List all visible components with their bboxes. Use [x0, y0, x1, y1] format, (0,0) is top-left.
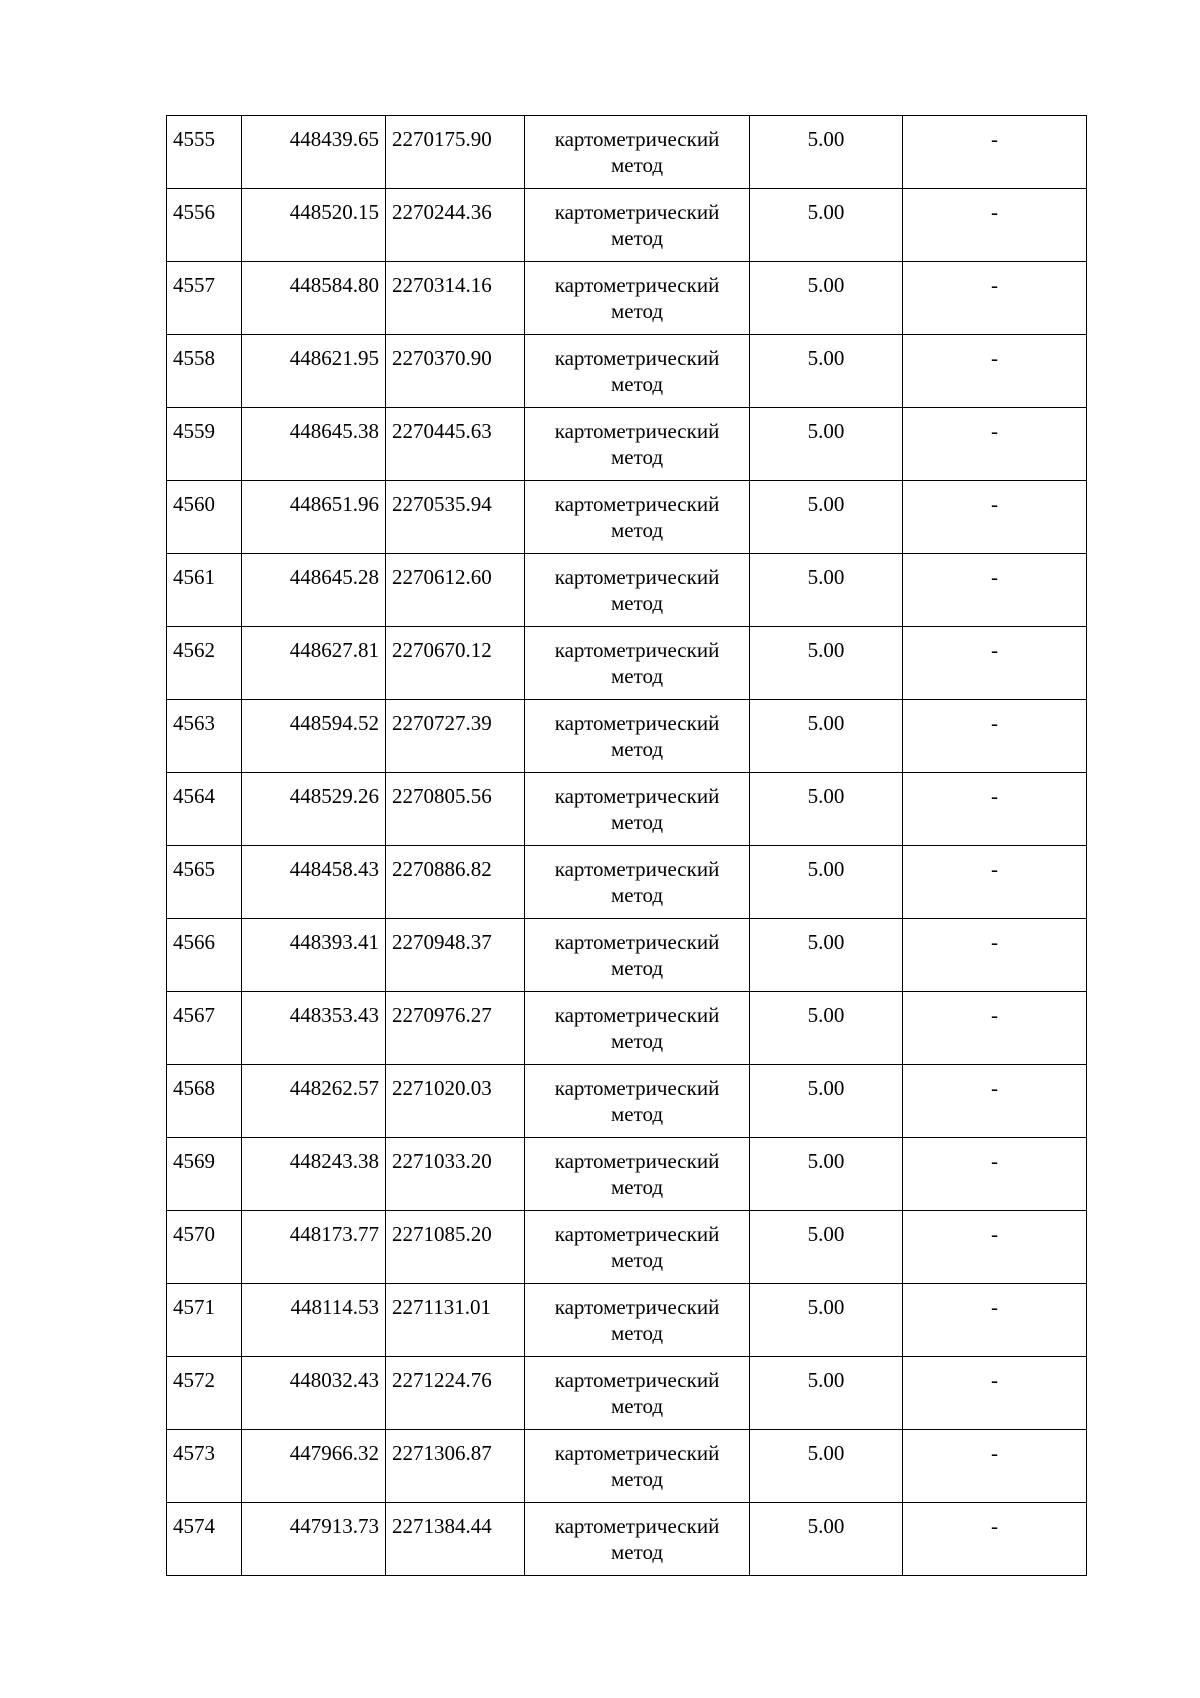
method-cell: картометрический метод	[525, 700, 750, 773]
x-coordinate-cell: 448594.52	[242, 700, 386, 773]
x-coordinate-cell: 448262.57	[242, 1065, 386, 1138]
method-cell: картометрический метод	[525, 335, 750, 408]
y-coordinate-cell: 2271224.76	[386, 1357, 525, 1430]
point-number-cell: 4555	[167, 116, 242, 189]
method-cell: картометрический метод	[525, 846, 750, 919]
method-cell: картометрический метод	[525, 116, 750, 189]
description-cell: -	[903, 992, 1087, 1065]
precision-cell: 5.00	[750, 1503, 903, 1576]
method-cell: картометрический метод	[525, 1503, 750, 1576]
method-cell: картометрический метод	[525, 992, 750, 1065]
description-cell: -	[903, 1357, 1087, 1430]
description-cell: -	[903, 773, 1087, 846]
method-cell: картометрический метод	[525, 1430, 750, 1503]
precision-cell: 5.00	[750, 189, 903, 262]
precision-cell: 5.00	[750, 846, 903, 919]
precision-cell: 5.00	[750, 1065, 903, 1138]
point-number-cell: 4559	[167, 408, 242, 481]
y-coordinate-cell: 2271085.20	[386, 1211, 525, 1284]
x-coordinate-cell: 448173.77	[242, 1211, 386, 1284]
y-coordinate-cell: 2270805.56	[386, 773, 525, 846]
precision-cell: 5.00	[750, 992, 903, 1065]
method-cell: картометрический метод	[525, 481, 750, 554]
point-number-cell: 4574	[167, 1503, 242, 1576]
y-coordinate-cell: 2270244.36	[386, 189, 525, 262]
table-row	[167, 335, 1087, 408]
point-number-cell: 4564	[167, 773, 242, 846]
y-coordinate-cell: 2270727.39	[386, 700, 525, 773]
description-cell: -	[903, 1430, 1087, 1503]
point-number-cell: 4572	[167, 1357, 242, 1430]
method-cell: картометрический метод	[525, 773, 750, 846]
description-cell: -	[903, 1284, 1087, 1357]
method-cell: картометрический метод	[525, 919, 750, 992]
table-row	[167, 1065, 1087, 1138]
coordinates-table	[166, 115, 1087, 1576]
x-coordinate-cell: 448032.43	[242, 1357, 386, 1430]
x-coordinate-cell: 447966.32	[242, 1430, 386, 1503]
y-coordinate-cell: 2270612.60	[386, 554, 525, 627]
y-coordinate-cell: 2270976.27	[386, 992, 525, 1065]
y-coordinate-cell: 2271384.44	[386, 1503, 525, 1576]
table-row	[167, 262, 1087, 335]
x-coordinate-cell: 448243.38	[242, 1138, 386, 1211]
y-coordinate-cell: 2270370.90	[386, 335, 525, 408]
table-row	[167, 773, 1087, 846]
description-cell: -	[903, 1138, 1087, 1211]
y-coordinate-cell: 2270670.12	[386, 627, 525, 700]
x-coordinate-cell: 448651.96	[242, 481, 386, 554]
description-cell: -	[903, 846, 1087, 919]
y-coordinate-cell: 2271131.01	[386, 1284, 525, 1357]
method-cell: картометрический метод	[525, 1284, 750, 1357]
description-cell: -	[903, 919, 1087, 992]
x-coordinate-cell: 448529.26	[242, 773, 386, 846]
method-cell: картометрический метод	[525, 262, 750, 335]
x-coordinate-cell: 448114.53	[242, 1284, 386, 1357]
coordinates-table-body	[167, 116, 1087, 1576]
method-cell: картометрический метод	[525, 189, 750, 262]
table-row	[167, 554, 1087, 627]
method-cell: картометрический метод	[525, 1065, 750, 1138]
table-row	[167, 116, 1087, 189]
method-cell: картометрический метод	[525, 627, 750, 700]
point-number-cell: 4561	[167, 554, 242, 627]
description-cell: -	[903, 1211, 1087, 1284]
precision-cell: 5.00	[750, 1138, 903, 1211]
precision-cell: 5.00	[750, 627, 903, 700]
x-coordinate-cell: 448393.41	[242, 919, 386, 992]
description-cell: -	[903, 189, 1087, 262]
precision-cell: 5.00	[750, 1211, 903, 1284]
precision-cell: 5.00	[750, 262, 903, 335]
point-number-cell: 4563	[167, 700, 242, 773]
table-row	[167, 992, 1087, 1065]
x-coordinate-cell: 448621.95	[242, 335, 386, 408]
point-number-cell: 4566	[167, 919, 242, 992]
y-coordinate-cell: 2270886.82	[386, 846, 525, 919]
precision-cell: 5.00	[750, 919, 903, 992]
precision-cell: 5.00	[750, 1430, 903, 1503]
description-cell: -	[903, 408, 1087, 481]
y-coordinate-cell: 2271033.20	[386, 1138, 525, 1211]
point-number-cell: 4565	[167, 846, 242, 919]
method-cell: картометрический метод	[525, 408, 750, 481]
description-cell: -	[903, 481, 1087, 554]
description-cell: -	[903, 1065, 1087, 1138]
x-coordinate-cell: 448520.15	[242, 189, 386, 262]
table-row	[167, 627, 1087, 700]
table-row	[167, 1211, 1087, 1284]
table-row	[167, 1430, 1087, 1503]
table-row	[167, 408, 1087, 481]
x-coordinate-cell: 448645.28	[242, 554, 386, 627]
y-coordinate-cell: 2270948.37	[386, 919, 525, 992]
description-cell: -	[903, 335, 1087, 408]
point-number-cell: 4568	[167, 1065, 242, 1138]
precision-cell: 5.00	[750, 554, 903, 627]
description-cell: -	[903, 554, 1087, 627]
precision-cell: 5.00	[750, 1284, 903, 1357]
point-number-cell: 4571	[167, 1284, 242, 1357]
precision-cell: 5.00	[750, 481, 903, 554]
precision-cell: 5.00	[750, 335, 903, 408]
point-number-cell: 4569	[167, 1138, 242, 1211]
point-number-cell: 4556	[167, 189, 242, 262]
description-cell: -	[903, 627, 1087, 700]
table-row	[167, 1357, 1087, 1430]
point-number-cell: 4567	[167, 992, 242, 1065]
y-coordinate-cell: 2270314.16	[386, 262, 525, 335]
method-cell: картометрический метод	[525, 554, 750, 627]
method-cell: картометрический метод	[525, 1138, 750, 1211]
table-row	[167, 846, 1087, 919]
precision-cell: 5.00	[750, 700, 903, 773]
table-row	[167, 189, 1087, 262]
precision-cell: 5.00	[750, 116, 903, 189]
x-coordinate-cell: 448439.65	[242, 116, 386, 189]
point-number-cell: 4570	[167, 1211, 242, 1284]
table-row	[167, 481, 1087, 554]
y-coordinate-cell: 2270535.94	[386, 481, 525, 554]
table-row	[167, 1138, 1087, 1211]
y-coordinate-cell: 2270175.90	[386, 116, 525, 189]
y-coordinate-cell: 2271306.87	[386, 1430, 525, 1503]
precision-cell: 5.00	[750, 773, 903, 846]
x-coordinate-cell: 447913.73	[242, 1503, 386, 1576]
method-cell: картометрический метод	[525, 1211, 750, 1284]
point-number-cell: 4557	[167, 262, 242, 335]
point-number-cell: 4558	[167, 335, 242, 408]
x-coordinate-cell: 448458.43	[242, 846, 386, 919]
point-number-cell: 4562	[167, 627, 242, 700]
x-coordinate-cell: 448584.80	[242, 262, 386, 335]
table-row	[167, 1503, 1087, 1576]
point-number-cell: 4560	[167, 481, 242, 554]
y-coordinate-cell: 2270445.63	[386, 408, 525, 481]
table-row	[167, 1284, 1087, 1357]
description-cell: -	[903, 262, 1087, 335]
precision-cell: 5.00	[750, 1357, 903, 1430]
x-coordinate-cell: 448353.43	[242, 992, 386, 1065]
point-number-cell: 4573	[167, 1430, 242, 1503]
x-coordinate-cell: 448645.38	[242, 408, 386, 481]
table-row	[167, 700, 1087, 773]
y-coordinate-cell: 2271020.03	[386, 1065, 525, 1138]
precision-cell: 5.00	[750, 408, 903, 481]
description-cell: -	[903, 116, 1087, 189]
description-cell: -	[903, 1503, 1087, 1576]
description-cell: -	[903, 700, 1087, 773]
table-row	[167, 919, 1087, 992]
method-cell: картометрический метод	[525, 1357, 750, 1430]
x-coordinate-cell: 448627.81	[242, 627, 386, 700]
